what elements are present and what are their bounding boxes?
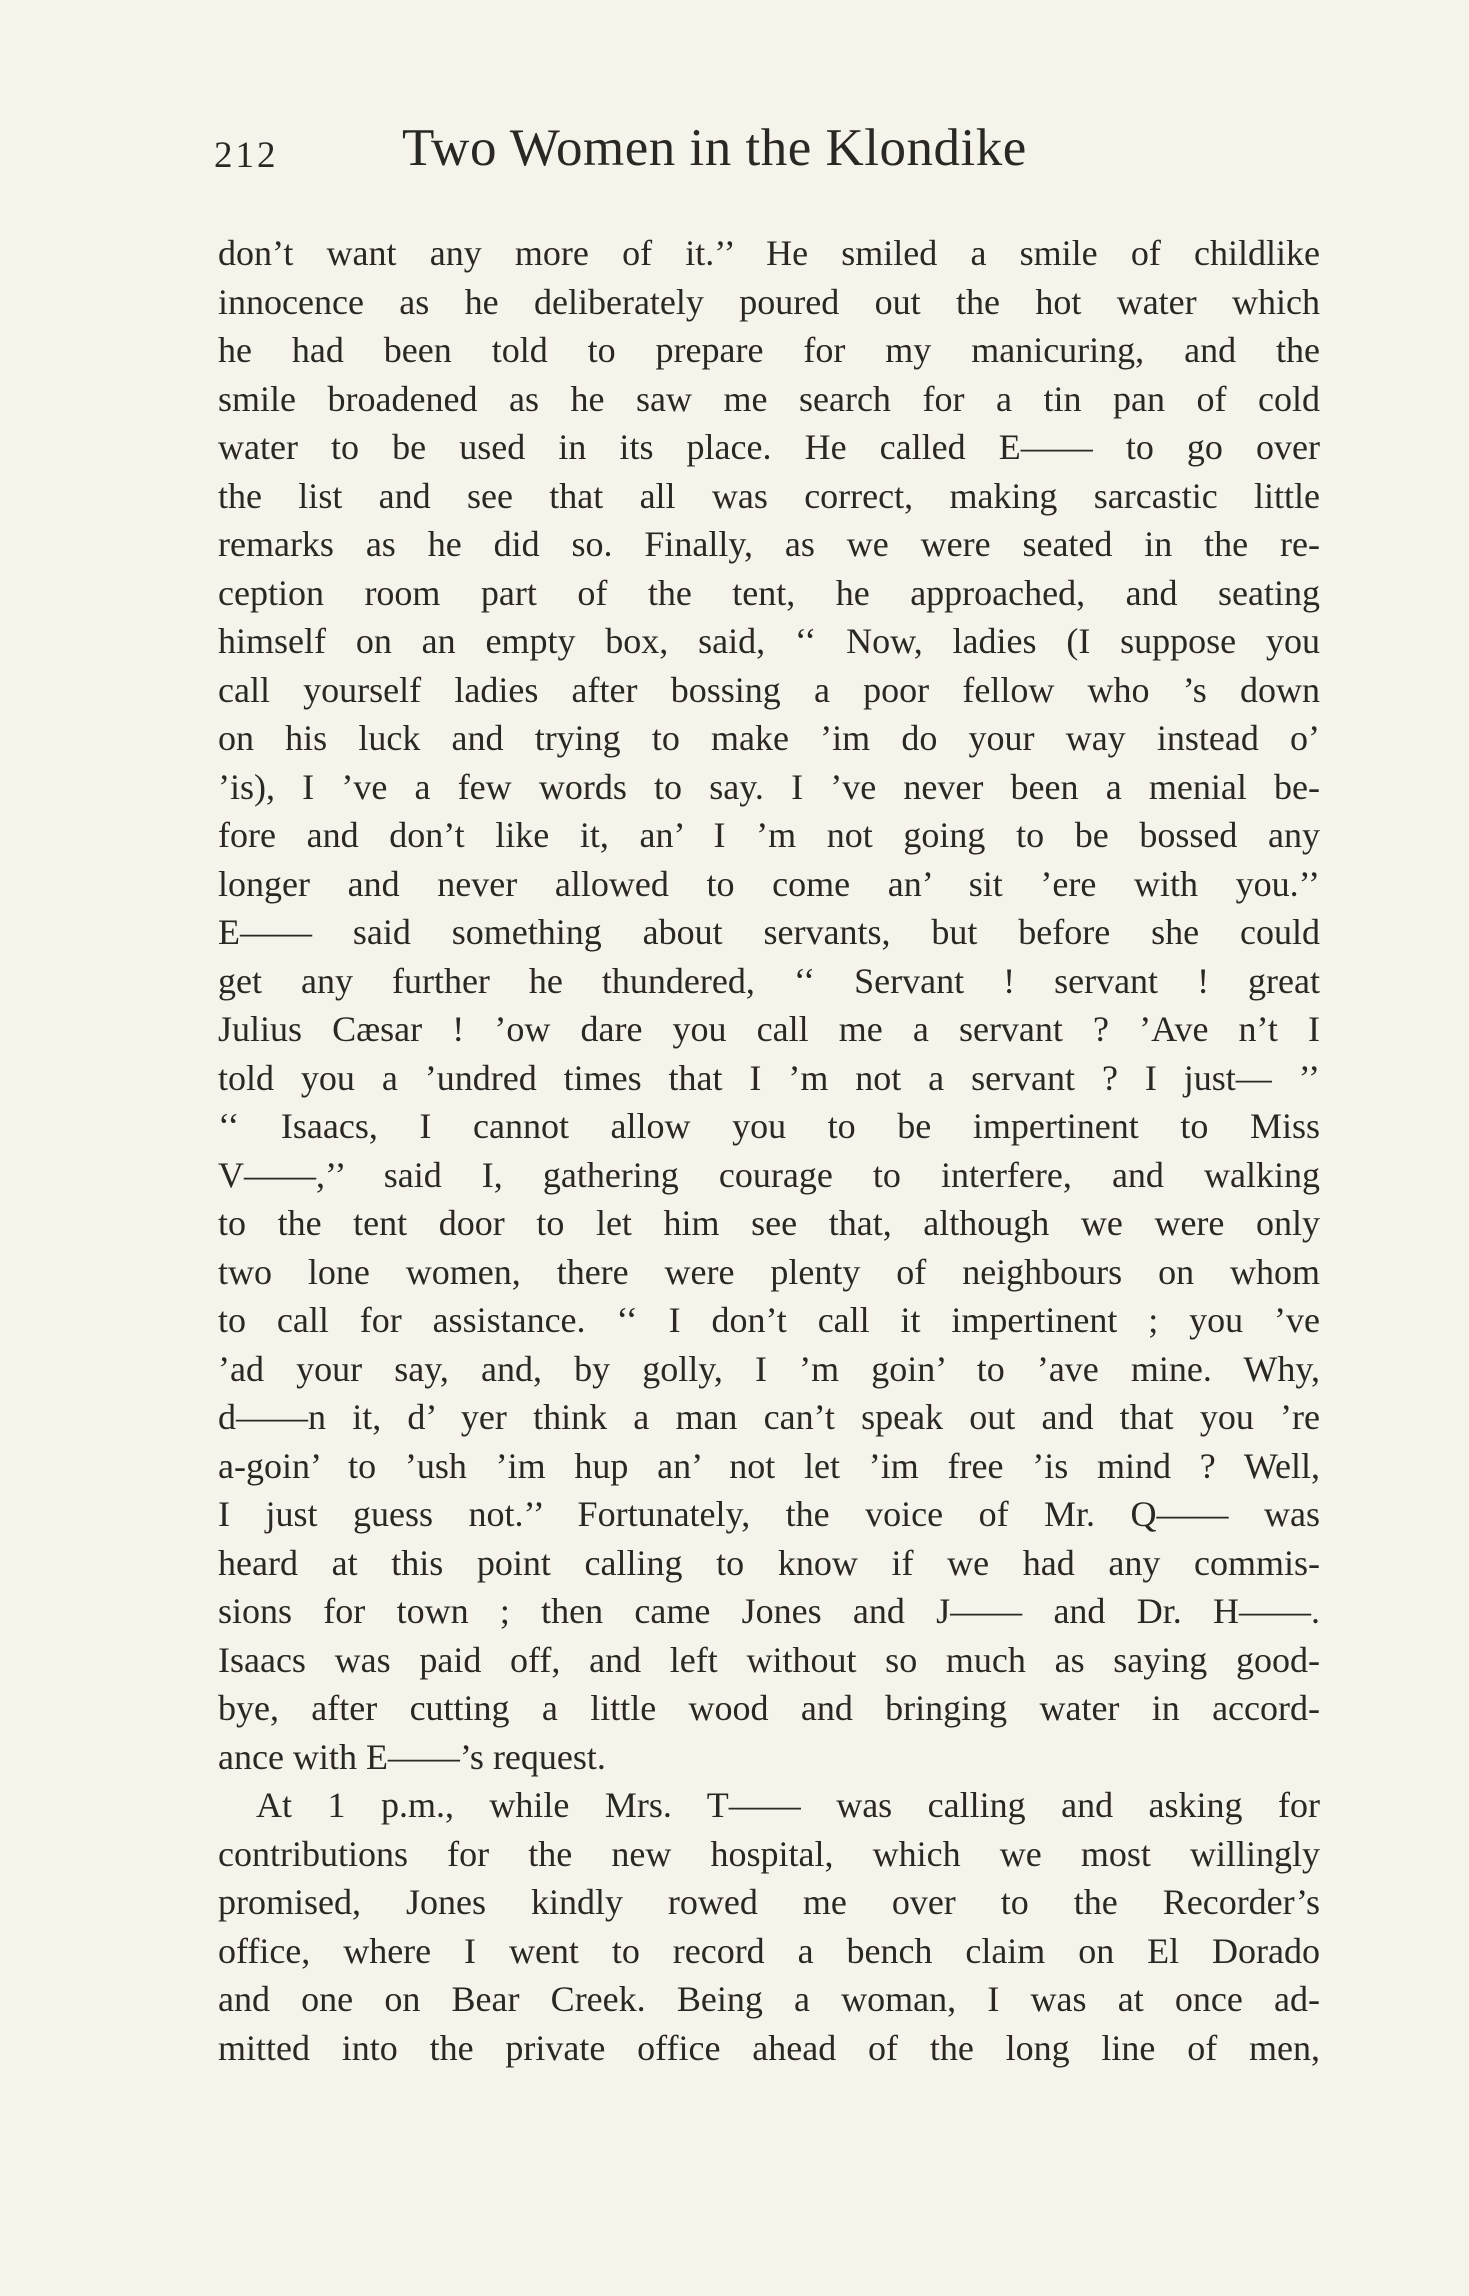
text-line: don’t want any more of it.’’ He smiled a smile of childlike <box>218 233 1320 273</box>
text-line: the list and see that all was correct, making sarcastic little <box>218 475 1320 516</box>
text-line: a-goin’ to ’ush ’im hup an’ not let ’im free ’is mind ? Well, <box>218 1445 1320 1486</box>
text-line: heard at this point calling to know if we had any commis- <box>218 1542 1320 1583</box>
text-line: on his luck and trying to make ’im do your way instead o’ <box>218 718 1320 758</box>
text-line: At 1 p.m., while Mrs. T—— was calling and asking for <box>256 1785 1320 1825</box>
body-text <box>218 229 1320 2072</box>
text-line: sions for town ; then came Jones and J—— and Dr. H——. <box>218 1591 1320 1631</box>
text-line: innocence as he deliberately poured out the hot water which <box>218 281 1320 322</box>
text-line: smile broadened as he saw me search for a tin pan of cold <box>218 378 1320 419</box>
text-line: V——,’’ said I, gathering courage to interfere, and walking <box>218 1154 1320 1195</box>
text-line: to call for assistance. ‘‘ I don’t call it impertinent ; you ’ve <box>218 1300 1320 1340</box>
text-line: to the tent door to let him see that, although we were only <box>218 1203 1320 1243</box>
text-line: call yourself ladies after bossing a poor fellow who ’s down <box>218 669 1320 710</box>
text-line: I just guess not.’’ Fortunately, the voice of Mr. Q—— was <box>218 1494 1320 1534</box>
running-title: Two Women in the Klondike <box>402 119 1027 177</box>
text-line: water to be used in its place. He called E—— to go over <box>218 427 1320 467</box>
text-line: mitted into the private office ahead of the long line of men, <box>218 2027 1320 2068</box>
text-line: himself on an empty box, said, ‘‘ Now, ladies (I suppose you <box>218 621 1320 661</box>
text-line: longer and never allowed to come an’ sit ’ere with you.’’ <box>218 863 1320 904</box>
text-line: E—— said something about servants, but before she could <box>218 912 1320 952</box>
text-line: d——n it, d’ yer think a man can’t speak out and that you ’re <box>218 1397 1320 1437</box>
text-line: get any further he thundered, ‘‘ Servant ! servant ! great <box>218 960 1320 1001</box>
text-line: two lone women, there were plenty of neighbours on whom <box>218 1251 1320 1292</box>
text-line: ception room part of the tent, he approached, and seating <box>218 572 1320 613</box>
text-line: fore and don’t like it, an’ I ’m not going to be bossed any <box>218 815 1320 855</box>
text-line: ’is), I ’ve a few words to say. I ’ve never been a menial be- <box>218 766 1320 807</box>
text-line: office, where I went to record a bench claim on El Dorado <box>218 1930 1320 1971</box>
text-line: and one on Bear Creek. Being a woman, I was at once ad- <box>218 1979 1320 2019</box>
text-line: ance with E——’s request. <box>218 1736 606 1777</box>
page-header <box>214 118 1324 188</box>
text-line: he had been told to prepare for my manicuring, and the <box>218 330 1320 370</box>
text-line: ‘‘ Isaacs, I cannot allow you to be impertinent to Miss <box>218 1106 1320 1146</box>
text-line: ’ad your say, and, by golly, I ’m goin’ to ’ave mine. Why, <box>218 1348 1320 1389</box>
text-line: told you a ’undred times that I ’m not a servant ? I just— ’’ <box>218 1057 1320 1098</box>
text-line: bye, after cutting a little wood and bringing water in accord- <box>218 1688 1320 1728</box>
text-line: Julius Cæsar ! ’ow dare you call me a servant ? ’Ave n’t I <box>218 1009 1320 1049</box>
text-line: remarks as he did so. Finally, as we were seated in the re- <box>218 524 1320 564</box>
text-line: contributions for the new hospital, which we most willingly <box>218 1833 1320 1874</box>
page-number: 212 <box>214 135 279 176</box>
text-line: Isaacs was paid off, and left without so much as saying good- <box>218 1639 1320 1680</box>
text-line: promised, Jones kindly rowed me over to the Recorder’s <box>218 1882 1320 1922</box>
